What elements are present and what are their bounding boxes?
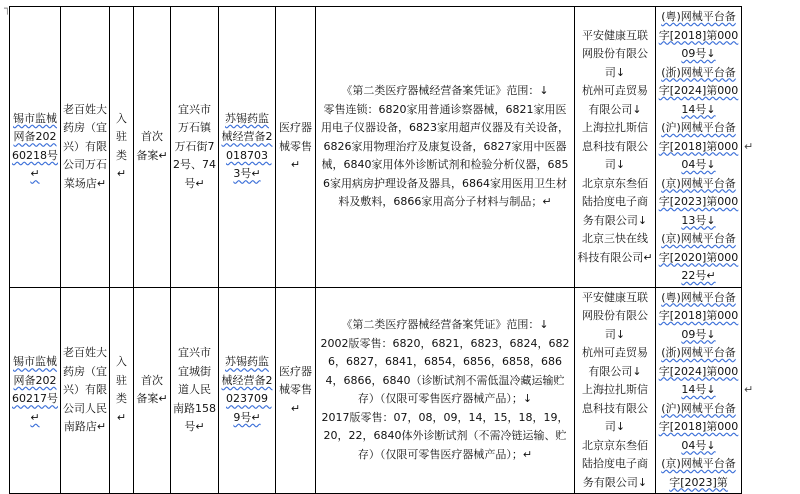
table-row <box>10 287 794 494</box>
filing-type-cell: 首次备案↵ <box>134 7 171 288</box>
category-cell: 医疗器械零售↵ <box>276 7 316 288</box>
registration-table <box>9 6 794 494</box>
address-cell: 宜兴市万石镇万石街72号、74号↵ <box>171 7 219 288</box>
corner-mark: ┐ <box>4 2 11 15</box>
mode-cell: 入驻类↵ <box>110 287 134 494</box>
platform-filing-cell: (粤)网械平台备字[2018]第00009号↓ (浙)网械平台备字[2024]第00014号↓ (沪)网械平台备字[2018]第00004号↓ (京)网械平台备字[2023]第00013号↓ (京)网械平台备字[2020]第00022号↵ <box>656 7 742 288</box>
row-end-mark: ↵ <box>742 7 794 288</box>
company-cell: 老百姓大药房（宜兴）有限公司万石菜场店↵ <box>61 7 110 288</box>
scope-cell: 《第二类医疗器械经营备案凭证》范围：↓ 零售连锁：6820家用普通诊察器械，6821家用医用电子仪器设备，6823家用超声仪器及有关设备，6826家用物理治疗及康复设备，6827家用中医器械，6840家用体外诊断试剂和检验分析仪器，6856家用病房护理设备及器具，6864家用医用卫生材料及敷料，6866家用高分子材料与制品；↵ <box>316 7 575 288</box>
category-cell: 医疗器械零售↵ <box>276 287 316 494</box>
row-end-mark: ↵ <box>742 287 794 494</box>
company-cell: 老百姓大药房（宜兴）有限公司人民南路店↵ <box>61 287 110 494</box>
table-row <box>10 7 794 288</box>
license-cell: 苏锡药监械经营备2018703 3号↵ <box>219 7 276 288</box>
filing-type-cell: 首次备案↵ <box>134 287 171 494</box>
platform-cell: 平安健康互联网股份有限公司↓ 杭州可垚贸易有限公司↓ 上海拉扎斯信息科技有限公司↓ 北京京东叁佰陆拾度电子商务有限公司↓ <box>575 287 656 494</box>
platform-cell: 平安健康互联网股份有限公司↓ 杭州可垚贸易有限公司↓ 上海拉扎斯信息科技有限公司↓ 北京京东叁佰陆拾度电子商务有限公司↓ 北京三快在线科技有限公司↵ <box>575 7 656 288</box>
platform-filing-cell: (粤)网械平台备字[2018]第00009号↓ (浙)网械平台备字[2024]第00014号↓ (沪)网械平台备字[2018]第00004号↓ (京)网械平台备字[2023]第 <box>656 287 742 494</box>
license-cell: 苏锡药监械经营备2023709 9号↵ <box>219 287 276 494</box>
scope-cell: 《第二类医疗器械经营备案凭证》范围：↓ 2002版零售：6820，6821，6823，6824，6826，6827，6841，6854，6856，6858，6864，6866，6840（诊断试剂不需低温冷藏运输贮存）（仅限可零售医疗器械产品）；↓ 2017版零售：07，08，09，14，15，18，19，20，22，6840体外诊断试剂（不需冷链运输、贮存）（仅限可零售医疗器械产品）；↵ <box>316 287 575 494</box>
address-cell: 宜兴市宜城街道人民南路158号↵ <box>171 287 219 494</box>
filing-id-cell: 锡市监械网备20260218号↵ <box>10 7 61 288</box>
filing-id-cell: 锡市监械网备20260217号↵ <box>10 287 61 494</box>
mode-cell: 入驻类↵ <box>110 7 134 288</box>
